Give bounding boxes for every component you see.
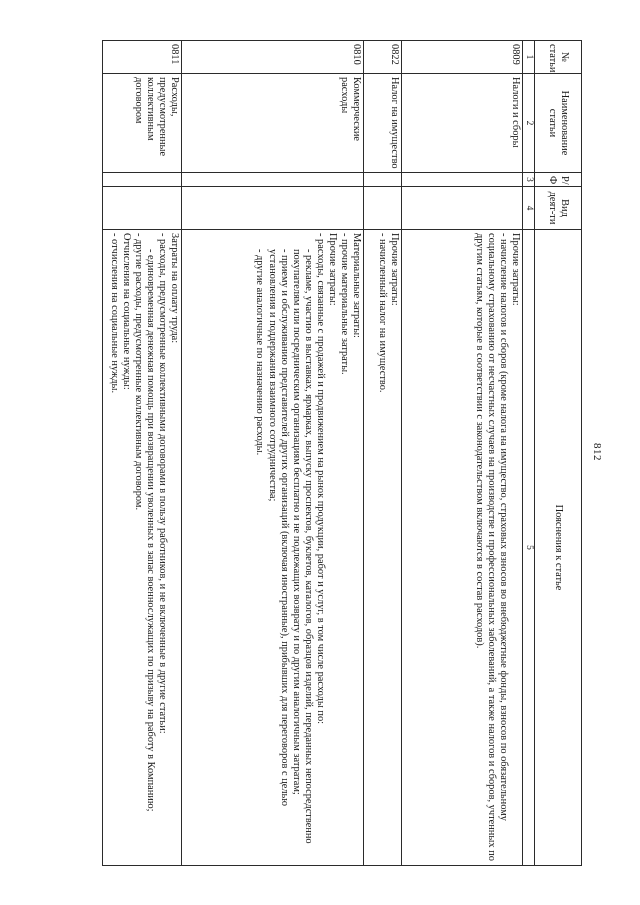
article-name: Коммерческие расходы xyxy=(182,74,364,173)
article-code: 0810 xyxy=(182,41,364,74)
header-explanations: Пояснения к статье xyxy=(535,230,582,866)
article-code: 0811 xyxy=(103,41,182,74)
column-numbers-row xyxy=(523,41,535,866)
explanation-line: Затраты на оплату труда: xyxy=(169,233,180,344)
article-explanation xyxy=(103,230,182,866)
article-code: 0822 xyxy=(364,41,402,74)
explanation-line: - единовременная денежная помощь при возвращении уволенных в запас военнослужащих по призыву на работу в Компанию; xyxy=(144,249,156,812)
explanation-line: - начисление налогов и сборов (кроме налога на имущество, страховых взносов во внебюджетные фонды, взносов по обязательному социальному страхованию от несчастных случаев на производстве и профессиональных заболеваний, а также налогов и сборов, учтенных по другим статьям, которые в соответствии с законодательством включаются в состав расходов). xyxy=(473,233,509,861)
explanation-line: Отчисления на социальные нужды: xyxy=(120,233,132,390)
explanation-line: - прочие материальные затраты. xyxy=(338,233,350,375)
article-name: Налог на имущество xyxy=(364,74,402,173)
explanation-line: - приему и обслуживанию представителей других организаций (включая иностранные), прибывших для переговоров с целью установления и поддержания взаимного сотрудничества; xyxy=(266,249,290,807)
explanation-line: - другие аналогичные по назначению расходы. xyxy=(254,249,266,456)
article-name: Расходы, предусмотренные коллективным договором xyxy=(103,74,182,173)
article-name: Налоги и сборы xyxy=(402,74,523,173)
table-header-row xyxy=(535,41,582,866)
header-article-name: Наименование статьи xyxy=(535,74,582,173)
article-explanation xyxy=(364,230,402,866)
explanation-line: - отчисления на социальные нужды. xyxy=(108,233,120,394)
article-code: 0809 xyxy=(402,41,523,74)
article-activity xyxy=(402,187,523,230)
explanation-line: Прочие затраты: xyxy=(510,233,521,306)
article-rf xyxy=(402,173,523,187)
article-explanation xyxy=(182,230,364,866)
column-number: 3 xyxy=(523,173,535,187)
explanation-line: - другие расходы, предусмотренные коллективным договором. xyxy=(132,233,144,511)
table-row xyxy=(402,41,523,866)
article-activity xyxy=(364,187,402,230)
header-article-number: № статьи xyxy=(535,41,582,74)
header-rf: Р/ Ф xyxy=(535,173,582,187)
table-row xyxy=(103,41,182,866)
article-rf xyxy=(364,173,402,187)
rotated-table-container xyxy=(108,40,582,865)
explanation-line: - рекламе, участию в выставках, ярмарках, выпуску проспектов, буклетов, каталогов, образцов изделий, переданных непосредственно покупателям или посредническим организациям бесплатно и не подлежащих возврату и по другим аналогичным затратам; xyxy=(290,249,314,844)
explanation-line: Материальные затраты: xyxy=(351,233,362,338)
article-activity xyxy=(182,187,364,230)
page-number: 812 xyxy=(591,443,603,461)
article-activity xyxy=(103,187,182,230)
header-activity-type: Вид деят-ти xyxy=(535,187,582,230)
column-number: 2 xyxy=(523,74,535,173)
expense-items-table xyxy=(102,40,582,866)
column-number: 5 xyxy=(523,230,535,866)
explanation-line: Прочие затраты: xyxy=(326,233,338,306)
explanation-line: - расходы, связанные с продажей и продвижением на рынок продукции, работ и услуг, в том числе расходы по: xyxy=(314,233,326,725)
column-number: 1 xyxy=(523,41,535,74)
article-explanation xyxy=(402,230,523,866)
explanation-line: - расходы, предусмотренные коллективными договорами в пользу работников, и не включенные в другие статьи: xyxy=(156,233,168,734)
article-rf xyxy=(182,173,364,187)
table-row xyxy=(364,41,402,866)
article-rf xyxy=(103,173,182,187)
table-row xyxy=(182,41,364,866)
explanation-line: - начисленный налог на имущество. xyxy=(376,233,388,393)
explanation-line: Прочие затраты: xyxy=(389,233,400,306)
column-number: 4 xyxy=(523,187,535,230)
